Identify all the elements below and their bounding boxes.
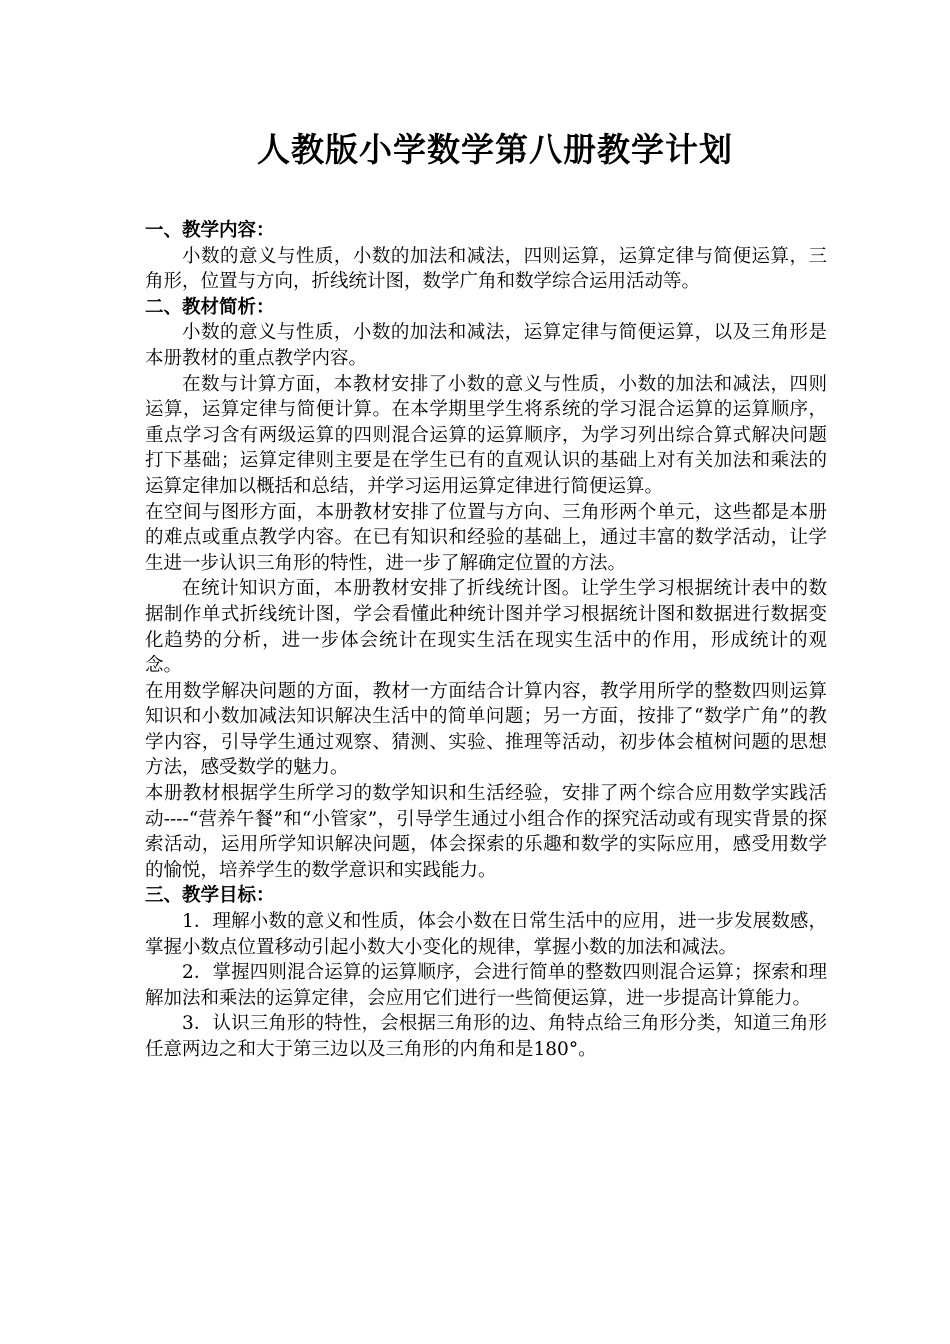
page-title: 人教版小学数学第八册教学计划 (257, 130, 733, 169)
paragraph: 小数的意义与性质，小数的加法和减法，运算定律与简便运算，以及三角形是本册教材的重点教学内容。 (145, 322, 827, 369)
goal-item: 1．理解小数的意义和性质，体会小数在日常生活中的应用，进一步发展数感，掌握小数点位置移动引起小数大小变化的规律，掌握小数的加法和减法。 (145, 911, 827, 958)
goal-item: 2．掌握四则混合运算的运算顺序，会进行简单的整数四则混合运算；探索和理解加法和乘法的运算定律，会应用它们进行一些简便运算，进一步提高计算能力。 (145, 962, 827, 1009)
paragraph: 在统计知识方面，本册教材安排了折线统计图。让学生学习根据统计表中的数据制作单式折线统计图，学会看懂此种统计图并学习根据统计图和数据进行数据变化趋势的分析，进一步体会统计在现实生活在现实生活中的作用，形成统计的观念。 (145, 578, 827, 677)
goal-item: 3．认识三角形的特性，会根据三角形的边、角特点给三角形分类，知道三角形任意两边之和大于第三边以及三角形的内角和是180°。 (145, 1013, 827, 1060)
section-heading-goals: 三、教学目标： (145, 885, 275, 907)
paragraph: 小数的意义与性质，小数的加法和减法，四则运算，运算定律与简便运算，三角形，位置与方向，折线统计图，数学广角和数学综合运用活动等。 (145, 245, 827, 293)
section-heading-content: 一、教学内容： (145, 220, 275, 241)
paragraph: 在空间与图形方面，本册教材安排了位置与方向、三角形两个单元，这些都是本册的难点或重点教学内容。在已有知识和经验的基础上，通过丰富的数学活动，让学生进一步认识三角形的特性，进一步了解确定位置的方法。 (145, 501, 827, 574)
paragraph: 在数与计算方面，本教材安排了小数的意义与性质，小数的加法和减法，四则运算，运算定律与简便计算。在本学期里学生将系统的学习混合运算的运算顺序，重点学习含有两级运算的四则混合运算的运算顺序，为学习列出综合算式解决问题打下基础；运算定律则主要是在学生已有的直观认识的基础上对有关加法和乘法的运算定律加以概括和总结，并学习运用运算定律进行简便运算。 (145, 373, 827, 497)
paragraph: 在用数学解决问题的方面，教材一方面结合计算内容，教学用所学的整数四则运算知识和小数加减法知识解决生活中的简单问题；另一方面，按排了“数学广角”的教学内容，引导学生通过观察、猜测、实验、推理等活动，初步体会植树问题的思想方法，感受数学的魅力。 (145, 680, 827, 779)
paragraph: 本册教材根据学生所学习的数学知识和生活经验，安排了两个综合应用数学实践活动----“营养午餐”和“小管家”，引导学生通过小组合作的探究活动或有现实背景的探索活动，运用所学知识解决问题，体会探索的乐趣和数学的实际应用，感受用数学的愉悦，培养学生的数学意识和实践能力。 (145, 783, 827, 881)
document-body (145, 218, 827, 1063)
section-heading-analysis: 二、教材简析： (145, 296, 275, 318)
